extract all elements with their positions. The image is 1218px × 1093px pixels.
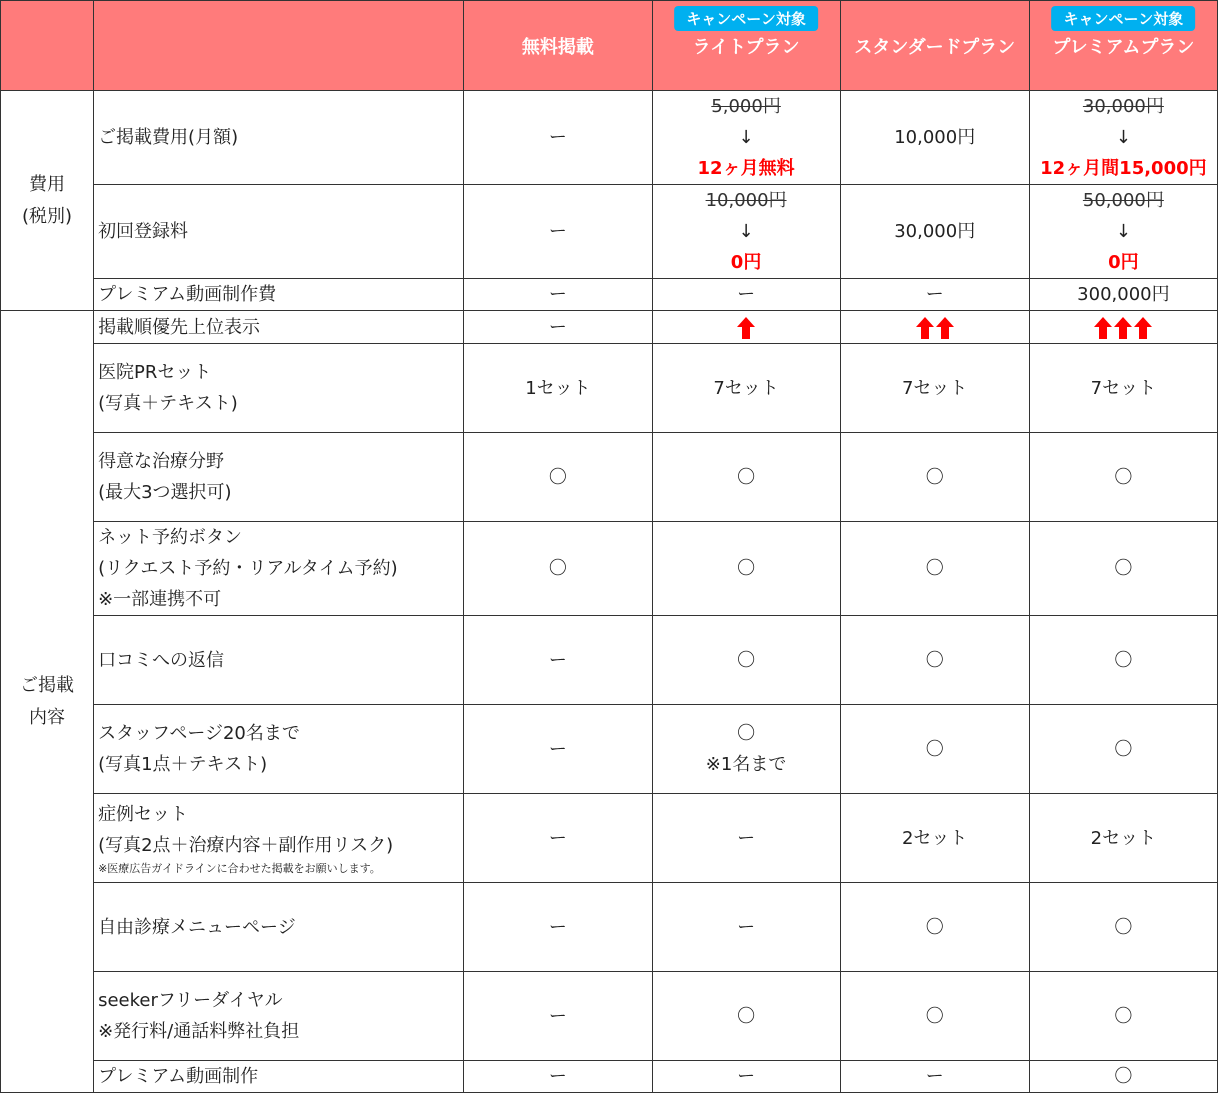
cell-premium: 2セット	[1029, 794, 1217, 883]
cell-free: ー	[464, 91, 652, 185]
campaign-badge: キャンペーン対象	[1052, 6, 1196, 31]
row-monthly-fee	[1, 91, 1218, 185]
header-light-plan: キャンペーン対象 ライトプラン	[652, 1, 840, 91]
row-review-reply	[1, 616, 1218, 705]
feature-label: ネット予約ボタン (リクエスト予約・リアルタイム予約) ※一部連携不可	[94, 522, 464, 616]
cell-free: ー	[464, 311, 652, 344]
cell-standard-arrows	[840, 311, 1029, 344]
cell-premium-arrows	[1029, 311, 1217, 344]
cell-premium: 7セット	[1029, 344, 1217, 433]
cell-standard: ー	[840, 279, 1029, 311]
feature-label: 掲載順優先上位表示	[94, 311, 464, 344]
cell-premium: 〇	[1029, 705, 1217, 794]
cell-light: 〇	[652, 522, 840, 616]
cell-free: ー	[464, 185, 652, 279]
header-free-plan: 無料掲載	[464, 1, 652, 91]
cell-standard: 2セット	[840, 794, 1029, 883]
cell-standard: 30,000円	[840, 185, 1029, 279]
cell-standard: 7セット	[840, 344, 1029, 433]
header-standard-plan: スタンダードプラン	[840, 1, 1029, 91]
feature-label: 自由診療メニューページ	[94, 883, 464, 972]
row-case-set	[1, 794, 1218, 883]
feature-label: プレミアム動画制作費	[94, 279, 464, 311]
cell-free: ー	[464, 883, 652, 972]
header-empty-category	[1, 1, 94, 91]
cell-free: ー	[464, 1061, 652, 1093]
cell-free: ー	[464, 616, 652, 705]
cell-premium: 30,000円 ↓ 12ヶ月間15,000円	[1029, 91, 1217, 185]
cell-light: 5,000円 ↓ 12ヶ月無料	[652, 91, 840, 185]
cell-light-arrows	[652, 311, 840, 344]
campaign-badge: キャンペーン対象	[674, 6, 818, 31]
feature-label: スタッフページ20名まで (写真1点＋テキスト)	[94, 705, 464, 794]
row-premium-video	[1, 1061, 1218, 1093]
cell-light: ー	[652, 1061, 840, 1093]
cell-free: ー	[464, 279, 652, 311]
row-priority	[1, 311, 1218, 344]
category-content: ご掲載 内容	[1, 311, 94, 1093]
cell-premium: 〇	[1029, 883, 1217, 972]
cell-light: 〇 ※1名まで	[652, 705, 840, 794]
row-initial-fee	[1, 185, 1218, 279]
cell-premium: 〇	[1029, 1061, 1217, 1093]
cell-free: 1セット	[464, 344, 652, 433]
cell-light: ー	[652, 794, 840, 883]
feature-label: プレミアム動画制作	[94, 1061, 464, 1093]
cell-standard: 10,000円	[840, 91, 1029, 185]
header-empty-feature	[94, 1, 464, 91]
cell-standard: ー	[840, 1061, 1029, 1093]
header-row	[1, 1, 1218, 91]
cell-free: ー	[464, 705, 652, 794]
feature-label: ご掲載費用(月額)	[94, 91, 464, 185]
cell-light: 〇	[652, 433, 840, 522]
cell-standard: 〇	[840, 522, 1029, 616]
row-free-dial	[1, 972, 1218, 1061]
feature-label: seekerフリーダイヤル ※発行料/通話料弊社負担	[94, 972, 464, 1061]
row-pr-set	[1, 344, 1218, 433]
feature-label: 得意な治療分野 (最大3つ選択可)	[94, 433, 464, 522]
feature-label: 口コミへの返信	[94, 616, 464, 705]
cell-free: ー	[464, 794, 652, 883]
category-cost: 費用 (税別)	[1, 91, 94, 311]
red-up-arrow-icon	[1094, 317, 1112, 339]
red-up-arrow-icon	[1114, 317, 1132, 339]
feature-label: 医院PRセット (写真＋テキスト)	[94, 344, 464, 433]
feature-label: 症例セット (写真2点＋治療内容＋副作用リスク) ※医療広告ガイドラインに合わせた掲載をお願いします。	[94, 794, 464, 883]
cell-standard: 〇	[840, 616, 1029, 705]
cell-standard: 〇	[840, 883, 1029, 972]
cell-standard: 〇	[840, 972, 1029, 1061]
red-up-arrow-icon	[737, 317, 755, 339]
cell-free: 〇	[464, 433, 652, 522]
cell-premium: 〇	[1029, 972, 1217, 1061]
cell-premium: 〇	[1029, 522, 1217, 616]
cell-light: 〇	[652, 972, 840, 1061]
red-up-arrow-icon	[916, 317, 934, 339]
red-up-arrow-icon	[1134, 317, 1152, 339]
cell-free: ー	[464, 972, 652, 1061]
cell-standard: 〇	[840, 705, 1029, 794]
cell-premium: 50,000円 ↓ 0円	[1029, 185, 1217, 279]
cell-light: 〇	[652, 616, 840, 705]
red-up-arrow-icon	[936, 317, 954, 339]
cell-premium: 300,000円	[1029, 279, 1217, 311]
cell-light: ー	[652, 279, 840, 311]
feature-label: 初回登録料	[94, 185, 464, 279]
row-menu-page	[1, 883, 1218, 972]
cell-premium: 〇	[1029, 616, 1217, 705]
row-booking	[1, 522, 1218, 616]
cell-light: 7セット	[652, 344, 840, 433]
cell-free: 〇	[464, 522, 652, 616]
cell-light: 10,000円 ↓ 0円	[652, 185, 840, 279]
cell-light: ー	[652, 883, 840, 972]
cell-premium: 〇	[1029, 433, 1217, 522]
row-video-cost	[1, 279, 1218, 311]
header-premium-plan: キャンペーン対象 プレミアムプラン	[1029, 1, 1217, 91]
row-specialty	[1, 433, 1218, 522]
row-staff-page	[1, 705, 1218, 794]
cell-standard: 〇	[840, 433, 1029, 522]
